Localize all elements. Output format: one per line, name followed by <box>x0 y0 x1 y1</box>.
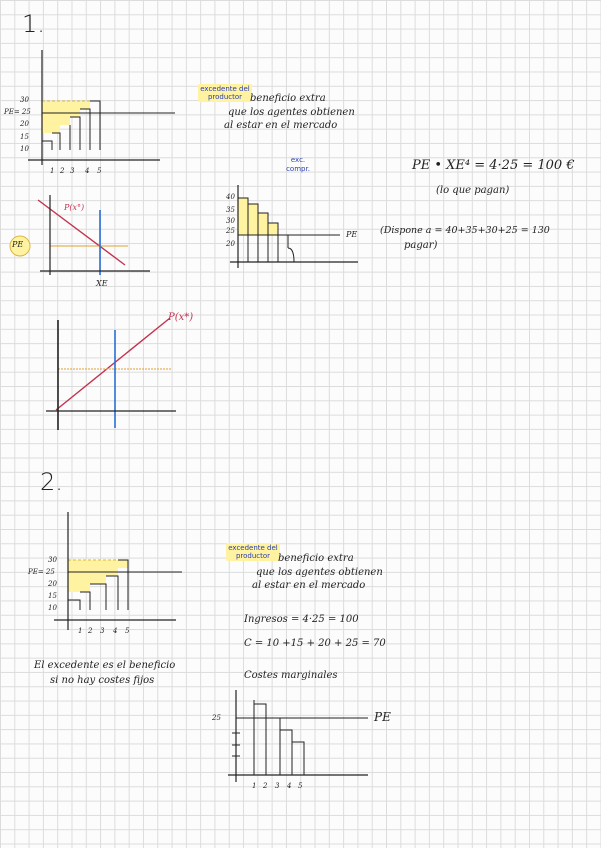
costes-formula: C = 10 +15 + 20 + 25 = 70 <box>244 638 386 649</box>
graph1-y-tick: 20 <box>20 120 29 128</box>
graph3-y-tick: 30 <box>226 217 235 225</box>
note1-line2: que los agentes obtienen <box>228 107 355 118</box>
consumer-surplus-tag: exc. compr. <box>286 156 310 173</box>
graph1-x-tick: 1 <box>50 167 55 175</box>
section-number-1: 1. <box>22 10 45 38</box>
note1-line1: beneficio extra <box>250 93 326 104</box>
graph3-price-label: PE <box>346 230 358 239</box>
mc-x-tick: 5 <box>298 782 303 790</box>
graph1-x-tick: 4 <box>85 167 90 175</box>
formula-willing-note: pagar) <box>404 240 438 251</box>
marginal-cost-graph <box>210 690 390 790</box>
mc-price-label: PE <box>374 710 391 724</box>
mc-x-tick: 2 <box>263 782 268 790</box>
graph2-x-tick: 3 <box>100 627 105 635</box>
graph2-x-tick: 4 <box>113 627 118 635</box>
mc-x-tick: 1 <box>252 782 257 790</box>
graph2-x-tick: 5 <box>125 627 130 635</box>
demand-price-label: PE <box>12 240 24 249</box>
graph1-x-tick: 2 <box>60 167 65 175</box>
graph2-y-tick: PE= 25 <box>28 568 55 576</box>
formula-willing: (Dispone a = 40+35+30+25 = 130 <box>380 225 550 236</box>
marginal-costs-title: Costes marginales <box>244 670 338 681</box>
supply-graph <box>0 310 220 435</box>
graph3-y-tick: 35 <box>226 206 235 214</box>
graph2-x-tick: 2 <box>88 627 93 635</box>
mc-y-tick: 25 <box>212 714 221 722</box>
surplus-note-line1: El excedente es el beneficio <box>34 660 176 671</box>
graph1-y-tick: PE= 25 <box>4 108 31 116</box>
graph3-y-tick: 40 <box>226 193 235 201</box>
graph1-y-tick: 30 <box>20 96 29 104</box>
ingresos-formula: Ingresos = 4·25 = 100 <box>244 614 359 625</box>
surplus-note-line2: si no hay costes fijos <box>50 675 155 686</box>
demand-x-label: XE <box>96 279 108 288</box>
graph3-y-tick: 25 <box>226 227 235 235</box>
mc-x-tick: 3 <box>275 782 280 790</box>
producer-surplus-tag-2: excedente del productor <box>226 543 280 561</box>
section-number-2: 2. <box>40 468 63 496</box>
graph2-y-tick: 15 <box>48 592 57 600</box>
producer-surplus-tag-1: excedente del productor <box>198 84 252 102</box>
graph2-y-tick: 30 <box>48 556 57 564</box>
demand-graph <box>0 195 200 290</box>
graph1-y-tick: 15 <box>20 133 29 141</box>
mc-x-tick: 4 <box>287 782 292 790</box>
note2-line1: beneficio extra <box>278 553 354 564</box>
note2-line3: al estar en el mercado <box>252 580 366 591</box>
graph2-x-tick: 1 <box>78 627 83 635</box>
graph1-x-tick: 3 <box>70 167 75 175</box>
note2-line2: que los agentes obtienen <box>256 567 383 578</box>
graph1-y-tick: 10 <box>20 145 29 153</box>
graph2-y-tick: 20 <box>48 580 57 588</box>
formula-paid-note: (lo que pagan) <box>436 185 510 196</box>
note1-line3: al estar en el mercado <box>224 120 338 131</box>
formula-paid: PE • XE⁴ = 4·25 = 100 € <box>412 158 575 173</box>
graph1-x-tick: 5 <box>97 167 102 175</box>
graph2-y-tick: 10 <box>48 604 57 612</box>
demand-curve-label: P(x°) <box>64 203 85 212</box>
graph3-y-tick: 20 <box>226 240 235 248</box>
supply-curve-label: P(x*) <box>168 312 194 323</box>
